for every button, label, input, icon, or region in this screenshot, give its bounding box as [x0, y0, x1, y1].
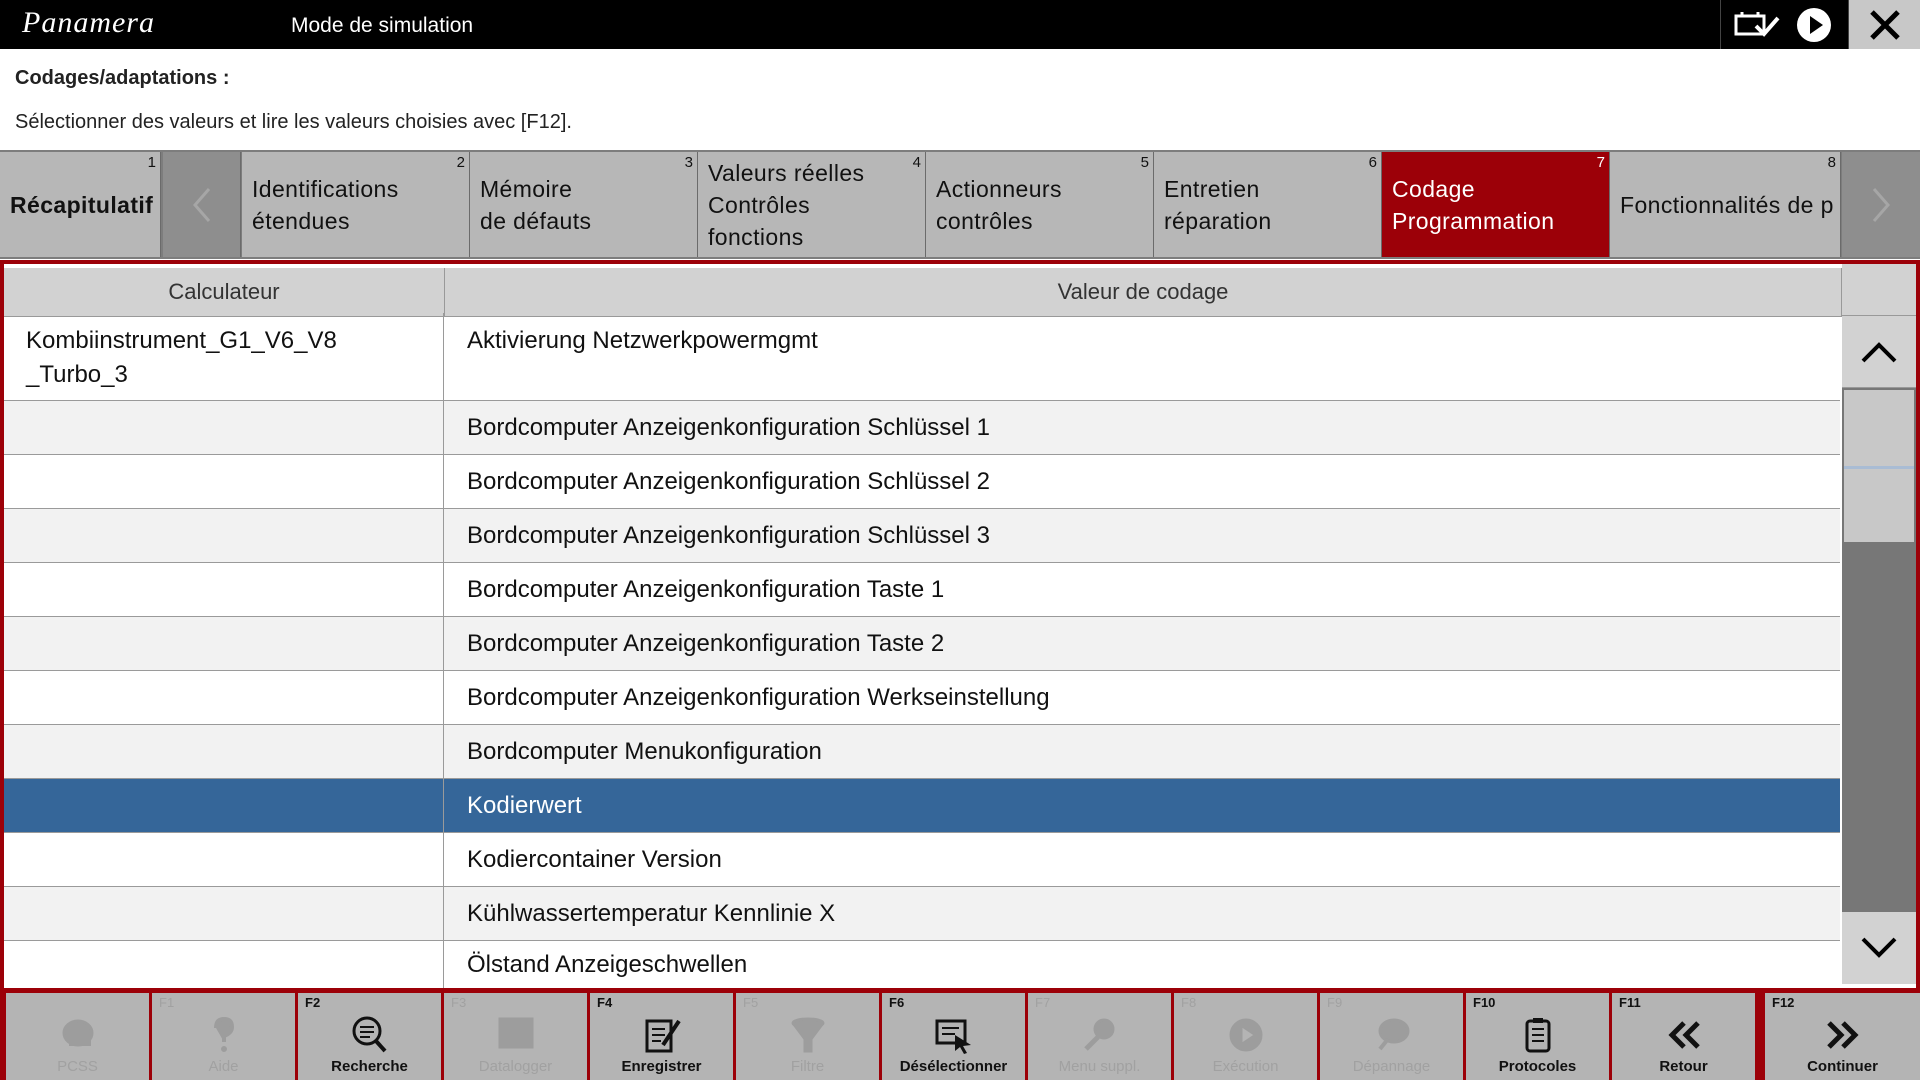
- fkey-text: Enregistrer: [621, 1058, 702, 1075]
- fkey-text: Datalogger: [478, 1058, 553, 1075]
- tab-label: Entretien réparation: [1164, 175, 1272, 234]
- tab-label: Valeurs réelles Contrôles fonctions: [708, 159, 865, 250]
- fkey-text: Dépannage: [1352, 1058, 1431, 1075]
- table-row[interactable]: [4, 401, 1840, 455]
- calculateur-cell: [4, 941, 444, 988]
- calculateur-cell: [4, 455, 444, 508]
- fkey-label: F11: [1619, 995, 1641, 1010]
- fkey-label: F2: [305, 995, 321, 1010]
- datalogger-icon: [496, 1015, 536, 1051]
- fkey-label: F3: [451, 995, 467, 1010]
- tab-number: 6: [1368, 154, 1377, 171]
- table-row[interactable]: [4, 455, 1840, 509]
- value-cell: Kodiercontainer Version: [467, 845, 722, 873]
- search-button[interactable]: [298, 993, 441, 1080]
- value-cell: Bordcomputer Anzeigenkonfiguration Schlüssel 3: [467, 521, 990, 549]
- pcss-button[interactable]: [6, 993, 149, 1080]
- continue-button[interactable]: [1765, 993, 1920, 1080]
- tab-number: 8: [1827, 154, 1836, 171]
- protocols-icon: [1518, 1015, 1558, 1055]
- tab-memoire-defauts[interactable]: [470, 152, 698, 257]
- back-icon: [1662, 1015, 1706, 1055]
- value-cell: Bordcomputer Anzeigenkonfiguration Taste 2: [467, 629, 945, 657]
- value-cell: Bordcomputer Anzeigenkonfiguration Schlüssel 2: [467, 467, 990, 495]
- fkey-text: Retour: [1659, 1058, 1708, 1075]
- chevron-right-icon: [1866, 185, 1896, 225]
- value-cell: Ölstand Anzeigeschwellen: [467, 950, 748, 978]
- table-row-selected[interactable]: [4, 779, 1840, 833]
- table-row[interactable]: [4, 833, 1840, 887]
- fkey-text: Aide: [208, 1058, 239, 1075]
- scrollbar-header: [1842, 264, 1916, 316]
- tab-number: 2: [456, 154, 465, 171]
- table-row[interactable]: [4, 617, 1840, 671]
- help-icon: [204, 1015, 244, 1055]
- value-cell: Bordcomputer Anzeigenkonfiguration Werkseinstellung: [467, 683, 1050, 711]
- tab-number: 7: [1596, 154, 1605, 171]
- table-row[interactable]: [4, 941, 1840, 988]
- close-button[interactable]: [1848, 0, 1920, 49]
- fkey-label: F6: [889, 995, 905, 1010]
- continue-icon: [1821, 1015, 1865, 1055]
- calculateur-cell: [4, 509, 444, 562]
- troubleshoot-button[interactable]: [1320, 993, 1463, 1080]
- calculateur-cell: [4, 725, 444, 778]
- back-button[interactable]: [1612, 993, 1755, 1080]
- calculateur-cell: [4, 887, 444, 940]
- value-cell: Bordcomputer Anzeigenkonfiguration Taste 1: [467, 575, 945, 603]
- fkey-text: Recherche: [331, 1058, 408, 1075]
- table-row[interactable]: [4, 563, 1840, 617]
- fkey-text: Continuer: [1807, 1058, 1878, 1075]
- scroll-down-button[interactable]: [1842, 912, 1916, 984]
- tab-number: 4: [912, 154, 921, 171]
- value-cell: Bordcomputer Menukonfiguration: [467, 737, 822, 765]
- value-cell: Kodierwert: [467, 791, 582, 819]
- fkey-label: F1: [159, 995, 175, 1010]
- chevron-down-icon: [1859, 935, 1899, 961]
- value-cell: Kühlwassertemperatur Kennlinie X: [467, 899, 836, 927]
- tab-fonctionnalites[interactable]: [1610, 152, 1841, 257]
- fkey-text: Menu suppl.: [1058, 1058, 1141, 1075]
- tab-scroll-right[interactable]: [1842, 152, 1920, 257]
- tab-label: Mémoire de défauts: [480, 175, 592, 234]
- calculateur-cell: [4, 671, 444, 724]
- column-header-calculateur[interactable]: Calculateur: [4, 268, 445, 317]
- function-key-bar: [0, 988, 1920, 1080]
- tab-codage-programmation[interactable]: [1382, 152, 1610, 257]
- search-icon: [349, 1015, 391, 1055]
- troubleshoot-icon: [1372, 1015, 1412, 1055]
- help-button[interactable]: [152, 993, 295, 1080]
- table-row[interactable]: [4, 509, 1840, 563]
- tab-label: Actionneurs contrôles: [936, 175, 1062, 234]
- fkey-text: Filtre: [790, 1058, 825, 1075]
- title-bar: [0, 0, 1920, 49]
- filter-button[interactable]: [736, 993, 879, 1080]
- tab-bar: [0, 150, 1920, 259]
- fkey-text: PCSS: [57, 1058, 98, 1075]
- calculateur-cell: [4, 563, 444, 616]
- execute-icon: [1226, 1015, 1266, 1055]
- mode-title: Mode de simulation: [291, 14, 474, 37]
- fkey-text: Désélectionner: [899, 1058, 1008, 1075]
- tab-valeurs-reelles[interactable]: [698, 152, 926, 257]
- table-row[interactable]: [4, 313, 1840, 401]
- save-button[interactable]: [590, 993, 733, 1080]
- vertical-scrollbar[interactable]: [1842, 316, 1916, 984]
- calculateur-cell: [4, 833, 444, 886]
- save-icon: [641, 1015, 683, 1055]
- table-row[interactable]: [4, 671, 1840, 725]
- tab-number: 1: [147, 154, 156, 171]
- datalogger-button[interactable]: [444, 993, 587, 1080]
- panamera-logo: Panamera: [22, 6, 155, 39]
- calculateur-cell: [4, 779, 444, 832]
- fkey-label: F8: [1181, 995, 1197, 1010]
- calculateur-cell: [4, 401, 444, 454]
- tab-label: Fonctionnalités de p: [1620, 191, 1834, 218]
- instruction-text: Sélectionner des valeurs et lire les valeurs choisies avec [F12].: [15, 111, 572, 133]
- fkey-label: F7: [1035, 995, 1051, 1010]
- tab-actionneurs[interactable]: [926, 152, 1154, 257]
- value-cell: Bordcomputer Anzeigenkonfiguration Schlüssel 1: [467, 413, 990, 441]
- chevron-left-icon: [187, 185, 217, 225]
- filter-icon: [788, 1015, 828, 1055]
- tab-label: Récapitulatif: [10, 191, 154, 218]
- execute-button[interactable]: [1174, 993, 1317, 1080]
- table-row[interactable]: [4, 887, 1840, 941]
- chevron-up-icon: [1859, 339, 1899, 365]
- section-title: Codages/adaptations :: [15, 67, 230, 89]
- scroll-up-button[interactable]: [1842, 316, 1916, 388]
- fkey-text: Protocoles: [1498, 1058, 1577, 1075]
- fkey-label: F4: [597, 995, 613, 1010]
- close-icon: [1868, 8, 1902, 42]
- tab-scroll-left[interactable]: [163, 152, 241, 257]
- fkey-text: Exécution: [1212, 1058, 1279, 1075]
- menu-suppl-button[interactable]: [1028, 993, 1171, 1080]
- value-cell: Aktivierung Netzwerkpowermgmt: [467, 327, 818, 354]
- calculateur-cell: Kombiinstrument_G1_V6_V8 _Turbo_3: [4, 313, 444, 400]
- deselect-icon: [933, 1015, 975, 1055]
- tab-label: Codage Programmation: [1392, 175, 1555, 234]
- scrollbar-grip: [1844, 466, 1914, 469]
- pcss-icon: [58, 1015, 98, 1051]
- table-row[interactable]: [4, 725, 1840, 779]
- fkey-label: F9: [1327, 995, 1343, 1010]
- calculateur-cell: [4, 617, 444, 670]
- scrollbar-thumb[interactable]: [1844, 390, 1914, 542]
- fkey-label: F10: [1473, 995, 1496, 1010]
- checklist-icon: [1734, 10, 1780, 40]
- fkey-label: F5: [743, 995, 759, 1010]
- menu-icon: [1080, 1015, 1120, 1055]
- tab-entretien[interactable]: [1154, 152, 1382, 257]
- tab-number: 3: [684, 154, 693, 171]
- tab-recapitulatif[interactable]: [0, 152, 161, 257]
- protocols-button[interactable]: [1466, 993, 1609, 1080]
- tab-label: Identifications étendues: [252, 175, 399, 234]
- fkey-label: F12: [1772, 995, 1795, 1010]
- play-icon: [1796, 7, 1832, 43]
- deselect-button[interactable]: [882, 993, 1025, 1080]
- tab-number: 5: [1140, 154, 1149, 171]
- play-button[interactable]: [1778, 0, 1850, 49]
- tab-identifications[interactable]: [242, 152, 470, 257]
- column-header-valeur[interactable]: Valeur de codage: [445, 268, 1842, 317]
